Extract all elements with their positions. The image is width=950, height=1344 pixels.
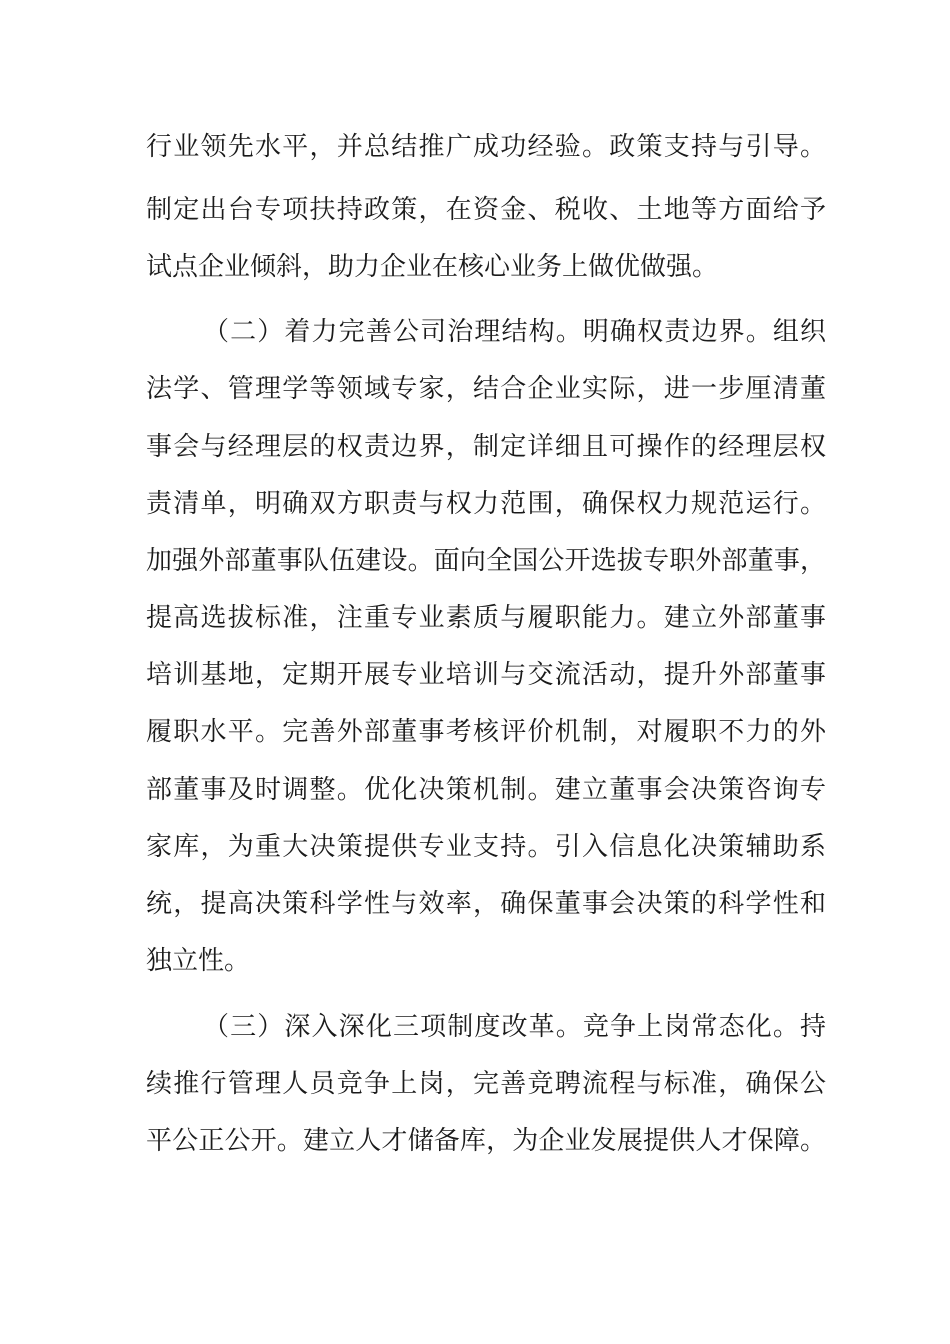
text-line: 部董事及时调整。优化决策机制。建立董事会决策咨询专 xyxy=(146,775,826,805)
paragraph-heading-line: （三）深入深化三项制度改革。竞争上岗常态化。持 xyxy=(203,1012,826,1042)
text-line: 履职水平。完善外部董事考核评价机制，对履职不力的外 xyxy=(146,717,826,747)
text-line: 家库，为重大决策提供专业支持。引入信息化决策辅助系 xyxy=(146,832,826,862)
paragraph-heading-line: （二）着力完善公司治理结构。明确权责边界。组织 xyxy=(203,317,826,347)
text-line: 统，提高决策科学性与效率，确保董事会决策的科学性和 xyxy=(146,889,826,919)
text-line: 法学、管理学等领域专家，结合企业实际，进一步厘清董 xyxy=(146,374,826,404)
text-line: 制定出台专项扶持政策，在资金、税收、土地等方面给予 xyxy=(146,195,826,225)
text-line: 续推行管理人员竞争上岗，完善竞聘流程与标准，确保公 xyxy=(146,1069,826,1099)
text-line: 行业领先水平，并总结推广成功经验。政策支持与引导。 xyxy=(146,132,826,162)
text-line: 培训基地，定期开展专业培训与交流活动，提升外部董事 xyxy=(146,660,826,690)
text-line: 提高选拔标准，注重专业素质与履职能力。建立外部董事 xyxy=(146,603,826,633)
text-line: 平公正公开。建立人才储备库，为企业发展提供人才保障。 xyxy=(146,1126,826,1156)
text-line: 事会与经理层的权责边界，制定详细且可操作的经理层权 xyxy=(146,432,826,462)
text-line: 责清单，明确双方职责与权力范围，确保权力规范运行。 xyxy=(146,489,826,519)
text-line: 加强外部董事队伍建设。面向全国公开选拔专职外部董事， xyxy=(146,546,826,576)
text-line: 试点企业倾斜，助力企业在核心业务上做优做强。 xyxy=(146,252,719,282)
text-line: 独立性。 xyxy=(146,946,251,976)
